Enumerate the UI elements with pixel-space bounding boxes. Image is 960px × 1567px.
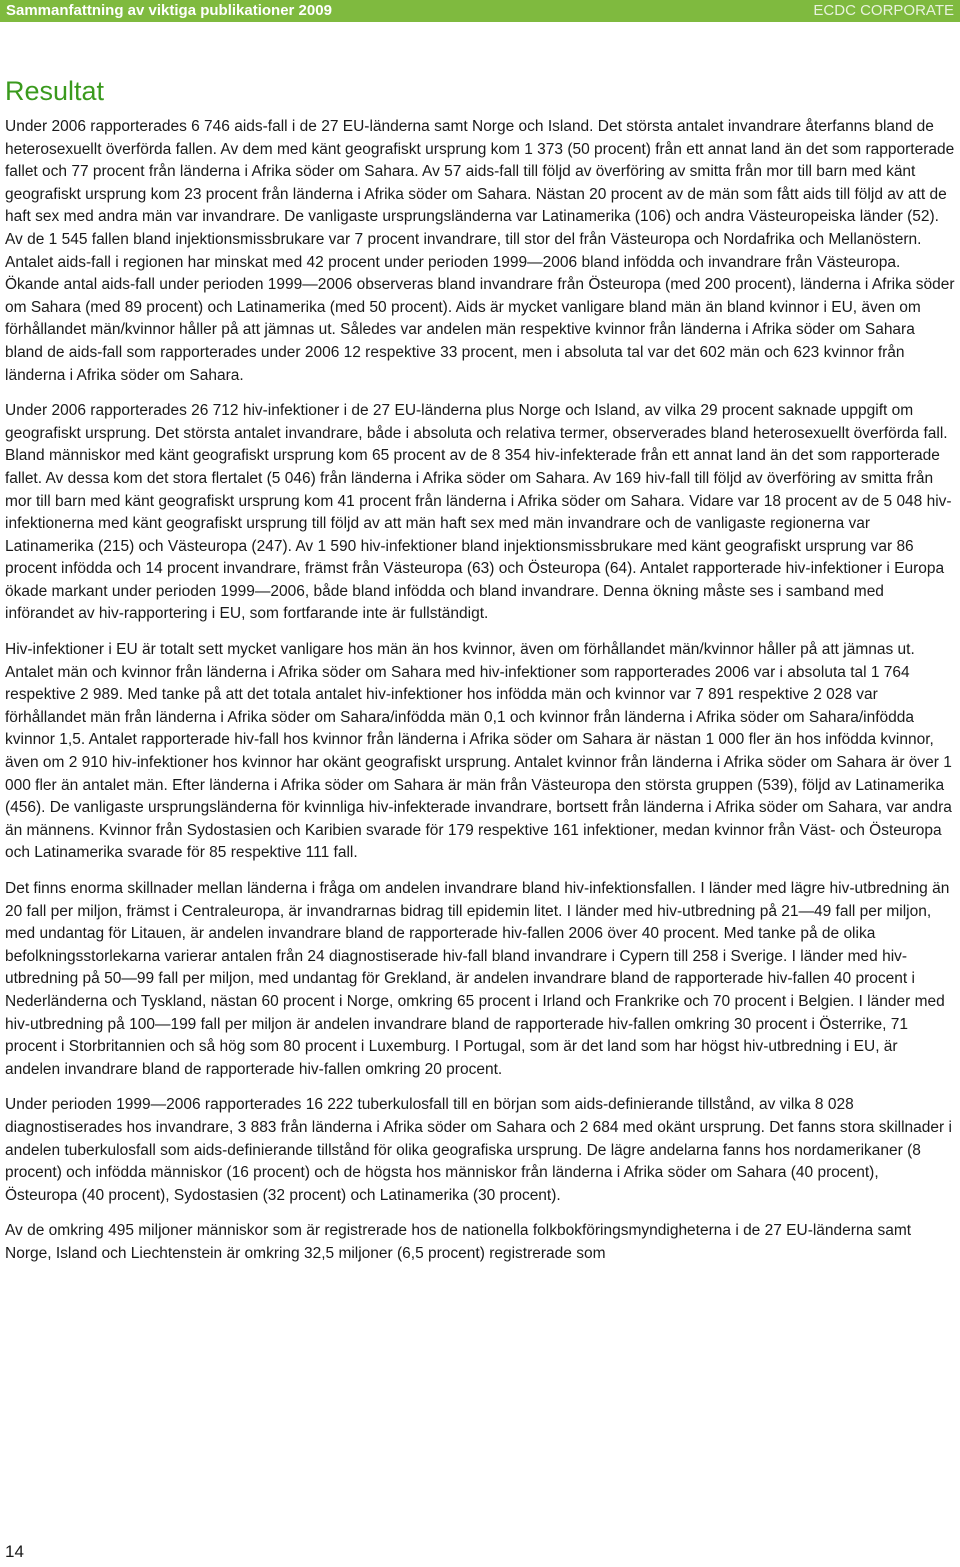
paragraph-country-differences: Det finns enorma skillnader mellan länderna i fråga om andelen invandrare bland hiv-infektionsfallen. I länder med lägre hiv-utbredning än 20 fall per miljon, främst i Centraleuropa, är invandrarnas bidrag till epidemin litet. I länder med hiv-utbredning på 21—49 fall per miljon, med undantag för Litauen, är andelen invandrare bland de rapporterade hiv-fallen 2006 över 40 procent. Med tanke på de olika befolkningsstorlekarna varierar antalen från 24 diagnostiserade hiv-fall bland invandrare i Cypern till 258 i Sverige. I länder med hiv-utbredning på 50—99 fall per miljon, med undantag för Grekland, är andelen invandrare bland de rapporterade hiv-fallen 40 procent i Nederländerna och Tyskland, nästan 60 procent i Norge, omkring 65 procent i Irland och Frankrike och 70 procent i Belgien. I länder med hiv-utbredning på 100—199 fall per miljon är andelen invandrare bland de rapporterade hiv-fallen omkring 30 procent i Österrike, 71 procent i Storbritannien och så hög som 80 procent i Luxemburg. I Portugal, som är det land som har högst hiv-utbredning i EU, är andelen invandrare bland de rapporterade hiv-fallen omkring 20 procent.: [5, 880, 950, 1078]
brand-label: ECDC CORPORATE: [813, 2, 954, 19]
page-header-bar: [0, 0, 960, 22]
paragraph-tuberculosis: Under perioden 1999—2006 rapporterades 16 222 tuberkulosfall till en början som aids-definierande tillstånd, av vilka 8 028 diagnostiserades hos invandrare, 3 883 från länderna i Afrika söder om Sahara och 2 684 med okänt ursprung. Det fanns stora skillnader i andelen tuberkulosfall som aids-definierande tillstånd för olika geografiska ursprung. De lägre andelarna fanns hos nordamerikaner (8 procent) och infödda människor (16 procent) och de högsta hos människor från länderna i Afrika söder om Sahara (40 procent), Östeuropa (40 procent), Sydostasien (32 procent) och Latinamerika (30 procent).: [5, 1096, 952, 1204]
paragraph-population: Av de omkring 495 miljoner människor som är registrerade hos de nationella folkbokföringsmyndigheterna i de 27 EU-länderna samt Norge, Island och Liechtenstein är omkring 32,5 miljoner (6,5 procent) registrerade som: [5, 1222, 912, 1262]
paragraph-aids-cases: Under 2006 rapporterades 6 746 aids-fall i de 27 EU-länderna samt Norge och Island. Det största antalet invandrare återfanns bland de heterosexuellt överförda fallen. Av dem med känt geografiskt ursprung kom 1 373 (50 procent) från ett annat land än det som rapporterade fallet och 77 procent från länderna i Afrika söder om Sahara. Av 57 aids-fall till följd av överföring av smitta från mor till barn med känt geografiskt ursprung kom 23 procent från länderna i Afrika söder om Sahara. Nästan 20 procent av de män som fått aids till följd av att de haft sex med andra män var invandrare. De vanligaste ursprungsländerna var Latinamerika (106) och andra Västeuropeiska länder (52). Av de 1 545 fallen bland injektionsmissbrukare var 7 procent invandrare, till stor del från Västeuropa och Nordafrika och Mellanöstern. Antalet aids-fall i regionen har minskat med 42 procent under perioden 1999—2006 bland infödda och invandrare från Västeuropa. Ökande antal aids-fall under perioden 1999—2006 observeras bland invandrare från Östeuropa (med 200 procent), länderna i Afrika söder om Sahara (med 89 procent) och Latinamerika (med 50 procent). Aids är mycket vanligare bland män än bland kvinnor i EU, även om förhållandet män/kvinnor håller på att jämnas ut. Således var andelen män respektive kvinnor från länderna i Afrika söder om Sahara bland de aids-fall som rapporterades under 2006 12 respektive 33 procent, men i absoluta tal var det 602 män och 623 kvinnor från länderna i Afrika söder om Sahara.: [5, 118, 955, 384]
paragraph-hiv-infections: Under 2006 rapporterades 26 712 hiv-infektioner i de 27 EU-länderna plus Norge och Island, av vilka 29 procent saknade uppgift om geografiskt ursprung. Det största antalet invandrare, både i absoluta och relativa termer, observerades bland heterosexuellt överförda fall. Bland människor med känt geografiskt ursprung kom 65 procent av de 8 354 hiv-infekterade från ett annat land än det som rapporterade fallet. Av dessa kom det stora flertalet (5 046) från länderna i Afrika söder om Sahara. Av 169 hiv-fall till följd av överföring av smitta från mor till barn med känt geografiskt ursprung kom 41 procent från länderna i Afrika söder om Sahara. Vidare var 18 procent av de 5 048 hiv-infektionerna med känt geografiskt ursprung till följd av att män haft sex med män invandrare och de vanligaste regionerna var Latinamerika (215) och Västeuropa (247). Av 1 590 hiv-infektioner bland injektionsmissbrukare med känt geografiskt ursprung var 86 procent infödda och 14 procent invandrare, främst från Västeuropa (63) och Östeuropa (64). Antalet rapporterade hiv-infektioner i Europa ökade markant under perioden 1999—2006, både bland infödda och bland invandrare. Denna ökning måste ses i samband med införandet av hiv-rapportering i EU, som fortfarande inte är fullständigt.: [5, 402, 952, 623]
page-number: 14: [5, 1542, 24, 1561]
document-body: [5, 72, 955, 1279]
paragraph-hiv-gender: Hiv-infektioner i EU är totalt sett mycket vanligare hos män än hos kvinnor, även om förhållandet män/kvinnor håller på att jämnas ut. Antalet män och kvinnor från länderna i Afrika söder om Sahara med hiv-infektioner som rapporterades 2006 var i absoluta tal 1 764 respektive 2 989. Med tanke på att det totala antalet hiv-infektioner hos infödda män och kvinnor var 7 891 respektive 2 028 var förhållandet män från länderna i Afrika söder om Sahara/infödda män 0,1 och kvinnor från länderna i Afrika söder om Sahara/infödda kvinnor 1,5. Antalet rapporterade hiv-fall hos kvinnor från länderna i Afrika söder om Sahara är nästan 1 000 fler än hos infödda kvinnor, även om 2 910 hiv-infektioner hos kvinnor har okänt geografiskt ursprung. Antalet kvinnor från länderna i Afrika söder om Sahara är över 1 000 fler än antalet män. Efter länderna i Afrika söder om Sahara är män från Västeuropa den största gruppen (539), följd av Latinamerika (456). De vanligaste ursprungsländerna för kvinnliga hiv-infekterade invandrare, bortsett från länderna i Afrika söder om Sahara, var andra än männens. Kvinnor från Sydostasien och Karibien svarade för 179 respektive 161 infektioner, medan kvinnor från Väst- och Östeuropa och Latinamerika svarade för 85 respektive 111 fall.: [5, 641, 952, 862]
publication-title: Sammanfattning av viktiga publikationer 2009: [6, 2, 332, 19]
section-title: Resultat: [5, 76, 105, 106]
